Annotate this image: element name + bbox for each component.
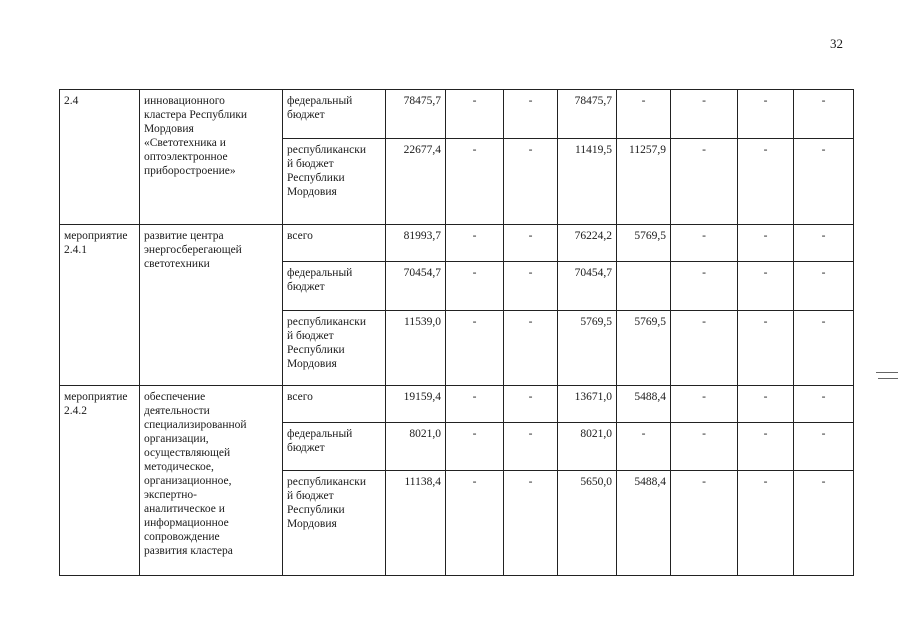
value-cell: 70454,7 [558, 262, 617, 311]
value-cell: 5769,5 [558, 311, 617, 386]
value-cell: - [504, 139, 558, 225]
value-cell: - [794, 139, 854, 225]
total-cell: 11138,4 [386, 471, 446, 576]
total-cell: 11539,0 [386, 311, 446, 386]
value-cell: - [794, 386, 854, 423]
value-cell: - [738, 311, 794, 386]
value-cell: - [738, 386, 794, 423]
value-cell: - [617, 423, 671, 471]
value-cell: 5769,5 [617, 311, 671, 386]
value-cell: - [446, 225, 504, 262]
funding-source-cell: республикански й бюджет Республики Мордовия [283, 139, 386, 225]
value-cell: - [738, 90, 794, 139]
scan-artifact [876, 372, 898, 373]
value-cell: - [738, 225, 794, 262]
measure-name-cell: развитие центра энергосберегающей светотехники [140, 225, 283, 386]
table-row [60, 386, 854, 423]
value-cell: - [617, 90, 671, 139]
value-cell: 5650,0 [558, 471, 617, 576]
value-cell: 11419,5 [558, 139, 617, 225]
total-cell: 78475,7 [386, 90, 446, 139]
value-cell: - [504, 225, 558, 262]
total-cell: 22677,4 [386, 139, 446, 225]
value-cell: - [794, 471, 854, 576]
value-cell: - [671, 471, 738, 576]
value-cell: - [446, 423, 504, 471]
value-cell: 5488,4 [617, 471, 671, 576]
value-cell: 11257,9 [617, 139, 671, 225]
funding-source-cell: всего [283, 386, 386, 423]
budget-table [59, 89, 854, 576]
value-cell: - [671, 311, 738, 386]
table-row [60, 90, 854, 139]
value-cell: 5769,5 [617, 225, 671, 262]
value-cell: - [794, 225, 854, 262]
value-cell: - [794, 262, 854, 311]
value-cell: - [794, 90, 854, 139]
value-cell [617, 262, 671, 311]
value-cell: - [504, 262, 558, 311]
value-cell: - [504, 471, 558, 576]
funding-source-cell: республикански й бюджет Республики Мордовия [283, 311, 386, 386]
value-cell: - [504, 423, 558, 471]
value-cell: - [446, 311, 504, 386]
value-cell: - [671, 90, 738, 139]
value-cell: - [671, 386, 738, 423]
value-cell: 8021,0 [558, 423, 617, 471]
value-cell: - [446, 262, 504, 311]
total-cell: 8021,0 [386, 423, 446, 471]
value-cell: - [671, 225, 738, 262]
value-cell: 5488,4 [617, 386, 671, 423]
table-row [60, 225, 854, 262]
funding-source-cell: республикански й бюджет Республики Мордовия [283, 471, 386, 576]
measure-name-cell: инновационного кластера Республики Мордовия «Светотехника и оптоэлектронное приборостроение» [140, 90, 283, 225]
measure-code-cell: мероприятие 2.4.1 [60, 225, 140, 386]
value-cell: - [738, 262, 794, 311]
funding-source-cell: федеральный бюджет [283, 423, 386, 471]
value-cell: - [446, 471, 504, 576]
total-cell: 81993,7 [386, 225, 446, 262]
value-cell: - [504, 311, 558, 386]
value-cell: - [671, 423, 738, 471]
value-cell: - [446, 90, 504, 139]
value-cell: - [794, 423, 854, 471]
total-cell: 19159,4 [386, 386, 446, 423]
measure-code-cell: мероприятие 2.4.2 [60, 386, 140, 576]
value-cell: - [738, 139, 794, 225]
funding-source-cell: всего [283, 225, 386, 262]
value-cell: - [504, 90, 558, 139]
value-cell: 13671,0 [558, 386, 617, 423]
value-cell: - [446, 139, 504, 225]
value-cell: - [446, 386, 504, 423]
total-cell: 70454,7 [386, 262, 446, 311]
value-cell: 76224,2 [558, 225, 617, 262]
value-cell: - [738, 423, 794, 471]
value-cell: 78475,7 [558, 90, 617, 139]
scan-artifact [878, 378, 898, 379]
value-cell: - [671, 139, 738, 225]
measure-code-cell: 2.4 [60, 90, 140, 225]
measure-name-cell: обеспечение деятельности специализированной организации, осуществляющей методическое, организационное, экспертно- аналитическое и информационное сопровождение развития кластера [140, 386, 283, 576]
value-cell: - [738, 471, 794, 576]
page-number: 32 [830, 36, 843, 51]
funding-source-cell: федеральный бюджет [283, 262, 386, 311]
value-cell: - [671, 262, 738, 311]
funding-source-cell: федеральный бюджет [283, 90, 386, 139]
value-cell: - [504, 386, 558, 423]
value-cell: - [794, 311, 854, 386]
